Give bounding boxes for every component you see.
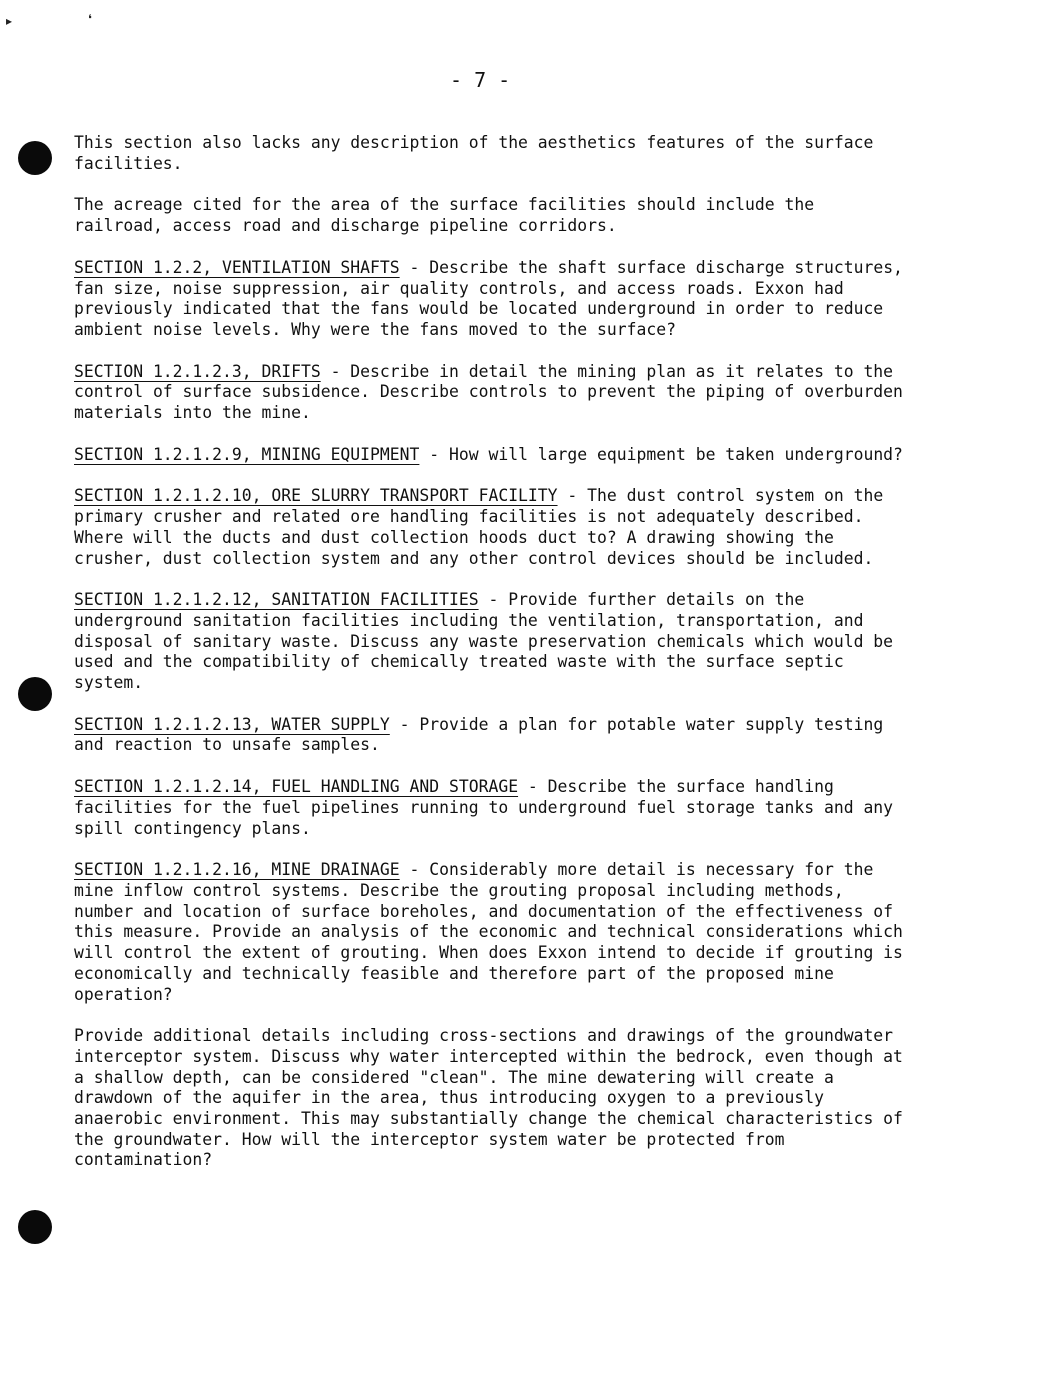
paragraph-text: - Describe the shaft surface discharge structures, fan size, noise suppression, air quality controls, and access roads. Exxon had previously indicated that the fans would be located underground in order to reduce ambient noise levels. Why were the fans moved to the surface? <box>74 257 903 339</box>
paragraph <box>74 133 904 174</box>
scan-tick-mark: ❛ <box>88 12 92 26</box>
section-heading: SECTION 1.2.1.2.3, DRIFTS <box>74 361 321 381</box>
section-heading: SECTION 1.2.1.2.10, ORE SLURRY TRANSPORT FACILITY <box>74 486 558 506</box>
paragraph-text: - How will large equipment be taken underground? <box>419 444 903 464</box>
binder-hole-icon <box>18 141 52 175</box>
paragraph <box>74 860 904 1005</box>
paragraph <box>74 258 904 341</box>
paragraph <box>74 362 904 424</box>
paragraph <box>74 715 904 756</box>
section-heading: SECTION 1.2.1.2.12, SANITATION FACILITIES <box>74 590 479 610</box>
section-heading: SECTION 1.2.1.2.9, MINING EQUIPMENT <box>74 444 420 464</box>
document-body <box>74 133 904 1192</box>
paragraph <box>74 445 904 466</box>
paragraph-text: - Considerably more detail is necessary for the mine inflow control systems. Describe the grouting proposal including methods, number and location of surface boreholes, and documentation of the effectiveness of this measure. Provide an analysis of the economic and technical considerations which will control the extent of grouting. When does Exxon intend to decide if grouting is economically and technically feasible and therefore part of the proposed mine operation? <box>74 860 903 1004</box>
paragraph-text: - The dust control system on the primary crusher and related ore handling facilities is not adequately described. Where will the ducts and dust collection hoods duct to? A drawing showing the crusher, dust collection system and any other control devices should be included. <box>74 486 884 568</box>
paragraph-text: The acreage cited for the area of the surface facilities should include the railroad, access road and discharge pipeline corridors. <box>74 195 815 236</box>
paragraph <box>74 590 904 694</box>
binder-hole-icon <box>18 677 52 711</box>
paragraph-text: Provide additional details including cross-sections and drawings of the groundwater interceptor system. Discuss why water intercepted within the bedrock, even though at a shallow depth, can be considered "clean". The mine dewatering will create a drawdown of the aquifer in the area, thus introducing oxygen to a previously anaerobic environment. This may substantially change the chemical characteristics of the groundwater. How will the interceptor system water be protected from contamination? <box>74 1026 903 1170</box>
section-heading: SECTION 1.2.2, VENTILATION SHAFTS <box>74 257 400 277</box>
binder-hole-icon <box>18 1210 52 1244</box>
paragraph <box>74 486 904 569</box>
section-heading: SECTION 1.2.1.2.14, FUEL HANDLING AND STORAGE <box>74 777 519 797</box>
paragraph <box>74 777 904 839</box>
section-heading: SECTION 1.2.1.2.16, MINE DRAINAGE <box>74 860 400 880</box>
paragraph-text: - Describe the surface handling facilities for the fuel pipelines running to underground fuel storage tanks and any spill contingency plans. <box>74 777 894 838</box>
paragraph-text: - Provide a plan for potable water supply testing and reaction to unsafe samples. <box>74 714 884 755</box>
scan-tick-mark: ▸ <box>6 14 13 28</box>
paragraph <box>74 1026 904 1171</box>
paragraph-text: - Provide further details on the underground sanitation facilities including the ventilation, transportation, and disposal of sanitary waste. Discuss any waste preservation chemicals which would be used and the compatibility of chemically treated waste with the surface septic system. <box>74 590 894 693</box>
page-number: - 7 - <box>450 68 511 92</box>
paragraph <box>74 195 904 236</box>
paragraph-text: - Describe in detail the mining plan as it relates to the control of surface subsidence. Describe controls to prevent the piping of overburden materials into the mine. <box>74 361 903 423</box>
section-heading: SECTION 1.2.1.2.13, WATER SUPPLY <box>74 714 390 734</box>
paragraph-text: This section also lacks any description of the aesthetics features of the surface facilities. <box>74 133 874 173</box>
